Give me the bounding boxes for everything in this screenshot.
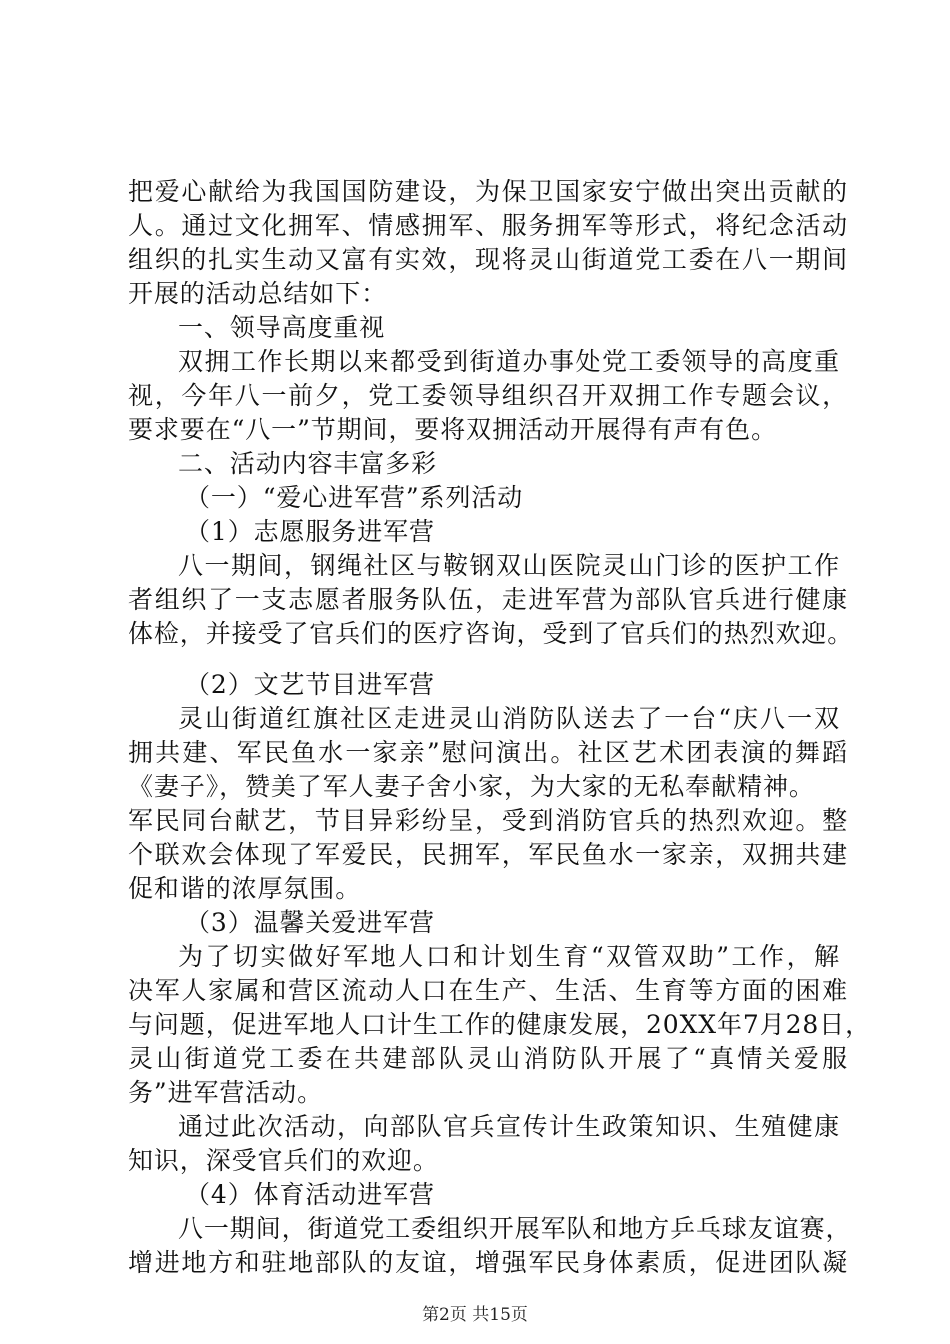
subsection-heading: （一）“爱心进军营”系列活动 bbox=[185, 483, 524, 512]
body-text-line: 促和谐的浓厚氛围。 bbox=[128, 874, 362, 903]
body-text-line: 人。通过文化拥军、情感拥军、服务拥军等形式，将纪念活动 bbox=[128, 211, 848, 240]
body-text-line: 八一期间，钢绳社区与鞍钢双山医院灵山门诊的医护工作 bbox=[178, 551, 840, 580]
subsection-heading: （3）温馨关爱进军营 bbox=[185, 908, 435, 937]
body-text-line: 把爱心献给为我国国防建设，为保卫国家安宁做出突出贡献的 bbox=[128, 177, 848, 206]
body-text-line: 灵山街道红旗社区走进灵山消防队送去了一台“庆八一双 bbox=[178, 704, 840, 733]
body-text-line: 《妻子》，赞美了军人妻子舍小家，为大家的无私奉献精神。 bbox=[128, 772, 815, 801]
section-heading: 一、领导高度重视 bbox=[178, 313, 386, 342]
body-text-line: 双拥工作长期以来都受到街道办事处党工委领导的高度重 bbox=[178, 347, 840, 376]
body-text-line: 视，今年八一前夕，党工委领导组织召开双拥工作专题会议， bbox=[128, 381, 848, 410]
body-text-line: 知识，深受官兵们的欢迎。 bbox=[128, 1146, 439, 1175]
body-text-line: 开展的活动总结如下： bbox=[128, 279, 388, 308]
body-text-line: 军民同台献艺，节目异彩纷呈，受到消防官兵的热烈欢迎。整 bbox=[128, 806, 848, 835]
body-text-line: 组织的扎实生动又富有实效，现将灵山街道党工委在八一期间 bbox=[128, 245, 848, 274]
page-footer: 第2页 共15页 bbox=[422, 1305, 528, 1325]
body-text-line: 灵山街道党工委在共建部队灵山消防队开展了“真情关爱服 bbox=[128, 1044, 848, 1073]
subsection-heading: （1）志愿服务进军营 bbox=[185, 517, 435, 546]
body-text-line: 为了切实做好军地人口和计划生育“双管双助”工作，解 bbox=[178, 942, 840, 971]
body-text-line: 个联欢会体现了军爱民，民拥军，军民鱼水一家亲，双拥共建 bbox=[128, 840, 848, 869]
body-text-line: 务”进军营活动。 bbox=[128, 1078, 323, 1107]
subsection-heading: （2）文艺节目进军营 bbox=[185, 670, 435, 699]
subsection-heading: （4）体育活动进军营 bbox=[185, 1180, 435, 1209]
body-text-line: 八一期间，街道党工委组织开展军队和地方乒乓球友谊赛， bbox=[178, 1214, 852, 1243]
body-text-line: 决军人家属和营区流动人口在生产、生活、生育等方面的困难 bbox=[128, 976, 848, 1005]
section-heading: 二、活动内容丰富多彩 bbox=[178, 449, 438, 478]
body-text-line: 与问题，促进军地人口计生工作的健康发展，20XX年7月28日， bbox=[128, 1010, 872, 1039]
body-text-line: 通过此次活动，向部队官兵宣传计生政策知识、生殖健康 bbox=[178, 1112, 840, 1141]
body-text-line: 要求要在“八一”节期间，要将双拥活动开展得有声有色。 bbox=[128, 415, 777, 444]
body-text-line: 增进地方和驻地部队的友谊，增强军民身体素质，促进团队凝 bbox=[128, 1248, 848, 1277]
body-text-line: 拥共建、军民鱼水一家亲”慰问演出。社区艺术团表演的舞蹈 bbox=[128, 738, 848, 767]
body-text-line: 者组织了一支志愿者服务队伍，走进军营为部队官兵进行健康 bbox=[128, 585, 848, 614]
body-text-line: 体检，并接受了官兵们的医疗咨询，受到了官兵们的热烈欢迎。 bbox=[128, 619, 854, 648]
